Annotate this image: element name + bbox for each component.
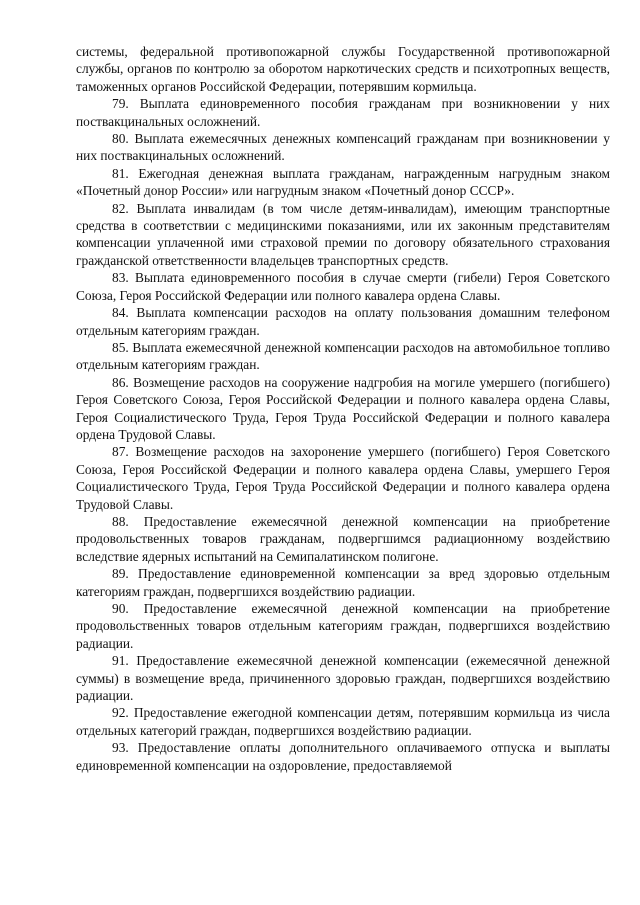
list-item-93: 93. Предоставление оплаты дополнительного оплачиваемого отпуска и выплаты единовременной компенсации на оздоровление, предоставляемой — [76, 740, 610, 773]
document-page — [76, 43, 610, 774]
list-item-88: 88. Предоставление ежемесячной денежной компенсации на приобретение продовольственных товаров гражданам, подвергшимся радиационному воздействию вследствие ядерных испытаний на Семипалатинском полигоне. — [76, 513, 610, 564]
list-item-90: 90. Предоставление ежемесячной денежной компенсации на приобретение продовольственных товаров отдельным категориям граждан, подвергшихся воздействию радиации. — [76, 601, 610, 651]
list-item-85: 85. Выплата ежемесячной денежной компенсации расходов на автомобильное топливо отдельным категориям граждан. — [76, 339, 610, 373]
list-item-92: 92. Предоставление ежегодной компенсации детям, потерявшим кормильца из числа отдельных категорий граждан, подвергшихся воздействию радиации. — [76, 705, 610, 738]
list-item-89: 89. Предоставление единовременной компенсации за вред здоровью отдельным категориям граждан, подвергшихся воздействию радиации. — [76, 566, 610, 599]
list-item-82: 82. Выплата инвалидам (в том числе детям-инвалидам), имеющим транспортные средства в соответствии с медицинскими показаниями, или их законным представителям компенсации уплаченной ими страховой премии по договору обязательного страхования гражданской ответственности владельцев транспортных средств. — [76, 200, 610, 268]
list-item-91: 91. Предоставление ежемесячной денежной компенсации (ежемесячной денежной суммы) в возмещение вреда, причиненного здоровью граждан, подвергшихся воздействию радиации. — [76, 653, 610, 704]
list-item-84: 84. Выплата компенсации расходов на оплату пользования домашним телефоном отдельным категориям граждан. — [76, 305, 610, 338]
list-item-86: 86. Возмещение расходов на сооружение надгробия на могиле умершего (погибшего) Героя Советского Союза, Героя Российской Федерации и полного кавалера ордена Славы, Героя Социалистического Труда, Героя Труда Российской Федерации и полного кавалера ордена Трудовой Славы. — [76, 374, 610, 442]
list-item-80: 80. Выплата ежемесячных денежных компенсаций гражданам при возникновении у них поствакцинальных осложнений. — [76, 131, 610, 164]
list-item-79: 79. Выплата единовременного пособия гражданам при возникновении у них поствакцинальных осложнений. — [76, 96, 610, 129]
list-item-87: 87. Возмещение расходов на захоронение умершего (погибшего) Героя Советского Союза, Героя Российской Федерации и полного кавалера ордена Славы, умершего Героя Социалистического Труда, Героя Труда Российской Федерации и полного кавалера ордена Трудовой Славы. — [76, 444, 610, 512]
list-item-81: 81. Ежегодная денежная выплата гражданам, награжденным нагрудным знаком «Почетный донор России» или нагрудным знаком «Почетный донор СССР». — [76, 165, 610, 199]
paragraph-continuation: системы, федеральной противопожарной службы Государственной противопожарной службы, органов по контролю за оборотом наркотических средств и психотропных веществ, таможенных органов Российской Федерации, потерявшим кормильца. — [76, 44, 610, 94]
list-item-83: 83. Выплата единовременного пособия в случае смерти (гибели) Героя Советского Союза, Героя Российской Федерации или полного кавалера ордена Славы. — [76, 270, 610, 303]
